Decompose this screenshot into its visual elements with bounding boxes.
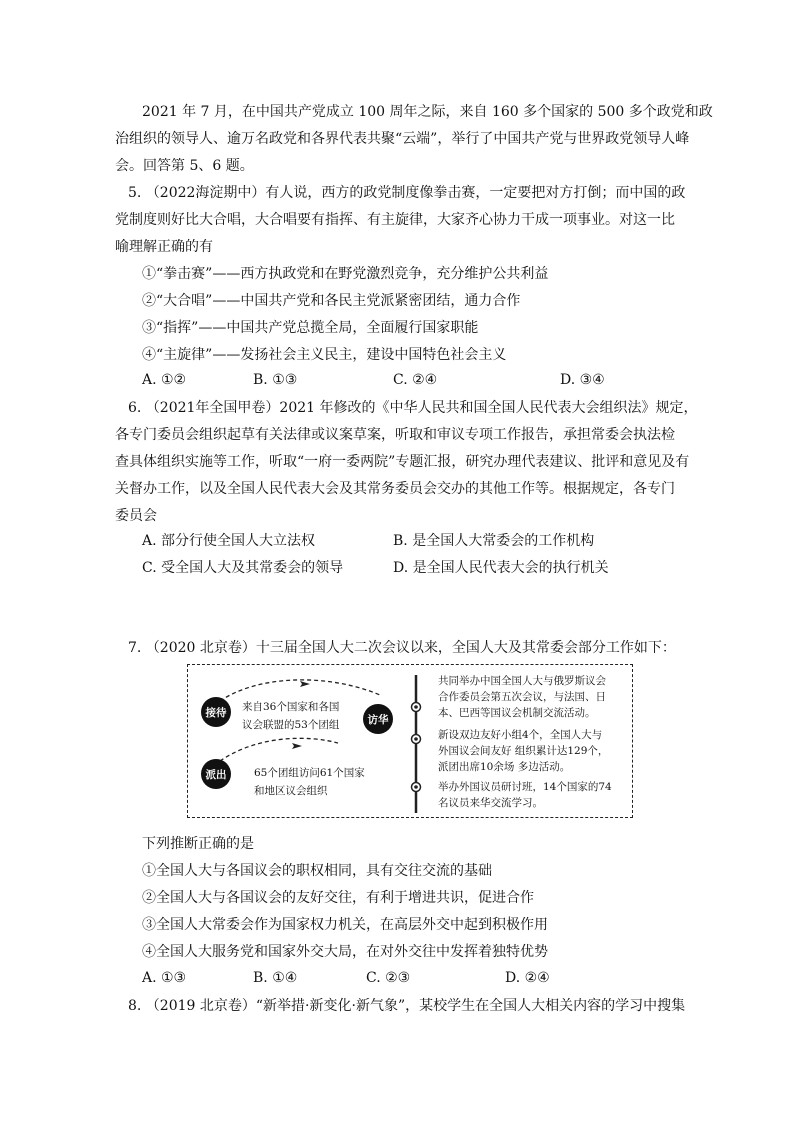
send-text-2: 和地区议会组织 — [254, 785, 328, 797]
q5-stem-line-1: 5. （2022海淀期中）有人说，西方的政党制度像拳击赛，一定要把对方打倒；而中国的政 — [128, 185, 686, 201]
right-item-3-line-2: 名议员来华交流学习。 — [438, 797, 543, 809]
right-item-1-line-2: 合作委员会第五次会议，与法国、日 — [438, 691, 606, 703]
q7-option-a[interactable]: A. ①③ — [142, 970, 187, 986]
q6-stem-line-5: 委员会 — [115, 508, 157, 524]
right-item-2-line-3: 派团出席10余场 多边活动。 — [438, 761, 571, 773]
q7-item-4: ④全国人大服务党和国家外交大局，在对外交往中发挥着独特优势 — [142, 944, 548, 960]
q5-option-a[interactable]: A. ①② — [142, 372, 187, 388]
receive-text-2: 议会联盟的53个团组 — [242, 719, 340, 731]
receive-text-1: 来自36个国家和各国 — [242, 701, 340, 713]
q5-item-4: ④“主旋律”——发扬社会主义民主，建设中国特色社会主义 — [142, 347, 507, 363]
q6-option-a[interactable]: A. 部分行使全国人大立法权 — [142, 533, 316, 549]
right-item-3-line-1: 举办外国议员研讨班，14个国家的74 — [438, 781, 612, 793]
q7-stem: 7. （2020 北京卷）十三届全国人大二次会议以来，全国人大及其常委会部分工作如下： — [128, 640, 676, 656]
q8-stem: 8. （2019 北京卷）“新举措·新变化·新气象”，某校学生在全国人大相关内容的学习中搜集 — [128, 998, 686, 1014]
intro-line-2: 治组织的领导人、逾万名政党和各界代表共聚“云端”，举行了中国共产党与世界政党领导人峰 — [115, 131, 690, 147]
q6-option-d[interactable]: D. 是全国人民代表大会的执行机关 — [393, 560, 609, 576]
q6-stem-line-3: 查具体组织实施等工作，听取“一府一委两院”专题汇报，研究办理代表建议、批评和意见及有 — [115, 454, 690, 470]
right-item-2-line-2: 外国议会间友好 组织累计达129个， — [438, 745, 609, 757]
right-item-1-line-1: 共同举办中国全国人大与俄罗斯议会 — [438, 675, 606, 687]
q7-item-2: ②全国人大与各国议会的友好交往，有利于增进共识，促进合作 — [142, 890, 534, 906]
q7-option-c[interactable]: C. ②③ — [366, 970, 411, 986]
badge-visit: 访华 — [363, 704, 393, 734]
q7-figure — [187, 664, 633, 818]
q5-item-1: ①“拳击赛”——西方执政党和在野党激烈竞争，充分维护公共利益 — [142, 266, 549, 282]
intro-line-1: 2021 年 7 月，在中国共产党成立 100 周年之际，来自 160 多个国家的 500 多个政党和政 — [142, 104, 713, 120]
q6-option-c[interactable]: C. 受全国人大及其常委会的领导 — [142, 560, 344, 576]
q5-option-d[interactable]: D. ③④ — [560, 372, 605, 388]
q7-option-b[interactable]: B. ①④ — [253, 970, 298, 986]
q7-option-d[interactable]: D. ②④ — [505, 970, 550, 986]
send-text-1: 65个团组访问61个国家 — [254, 767, 365, 779]
plane-icon — [292, 743, 302, 749]
q6-stem-line-1: 6. （2021年全国甲卷）2021 年修改的《中华人民共和国全国人民代表大会组织法》规定， — [128, 400, 698, 416]
intro-line-3: 会。回答第 5、6 题。 — [115, 158, 254, 174]
q5-item-2: ②“大合唱”——中国共产党和各民主党派紧密团结，通力合作 — [142, 293, 521, 309]
badge-send: 派出 — [201, 759, 231, 789]
q5-option-c[interactable]: C. ②④ — [393, 372, 438, 388]
q5-stem-line-3: 喻理解正确的有 — [115, 239, 213, 255]
plane-icon — [300, 681, 310, 687]
q7-item-1: ①全国人大与各国议会的职权相同，具有交往交流的基础 — [142, 863, 492, 879]
q5-option-b[interactable]: B. ①③ — [253, 372, 298, 388]
q5-stem-line-2: 党制度则好比大合唱，大合唱要有指挥、有主旋律，大家齐心协力干成一项事业。对这一比 — [115, 212, 675, 228]
right-item-2-line-1: 新设双边友好小组4个，全国人大与 — [438, 729, 603, 741]
q6-option-b[interactable]: B. 是全国人大常委会的工作机构 — [393, 533, 595, 549]
badge-receive: 接待 — [201, 697, 231, 727]
q6-stem-line-4: 关督办工作，以及全国人民代表大会及其常务委员会交办的其他工作等。根据规定，各专门 — [115, 481, 675, 497]
q7-item-3: ③全国人大常委会作为国家权力机关，在高层外交中起到积极作用 — [142, 917, 548, 933]
right-item-1-line-3: 本、巴西等国议会机制交流活动。 — [438, 707, 596, 719]
q7-prompt: 下列推断正确的是 — [142, 836, 254, 852]
q6-stem-line-2: 各专门委员会组织起草有关法律或议案草案，听取和审议专项工作报告，承担常委会执法检 — [115, 427, 675, 443]
q5-item-3: ③“指挥”——中国共产党总揽全局，全面履行国家职能 — [142, 320, 479, 336]
